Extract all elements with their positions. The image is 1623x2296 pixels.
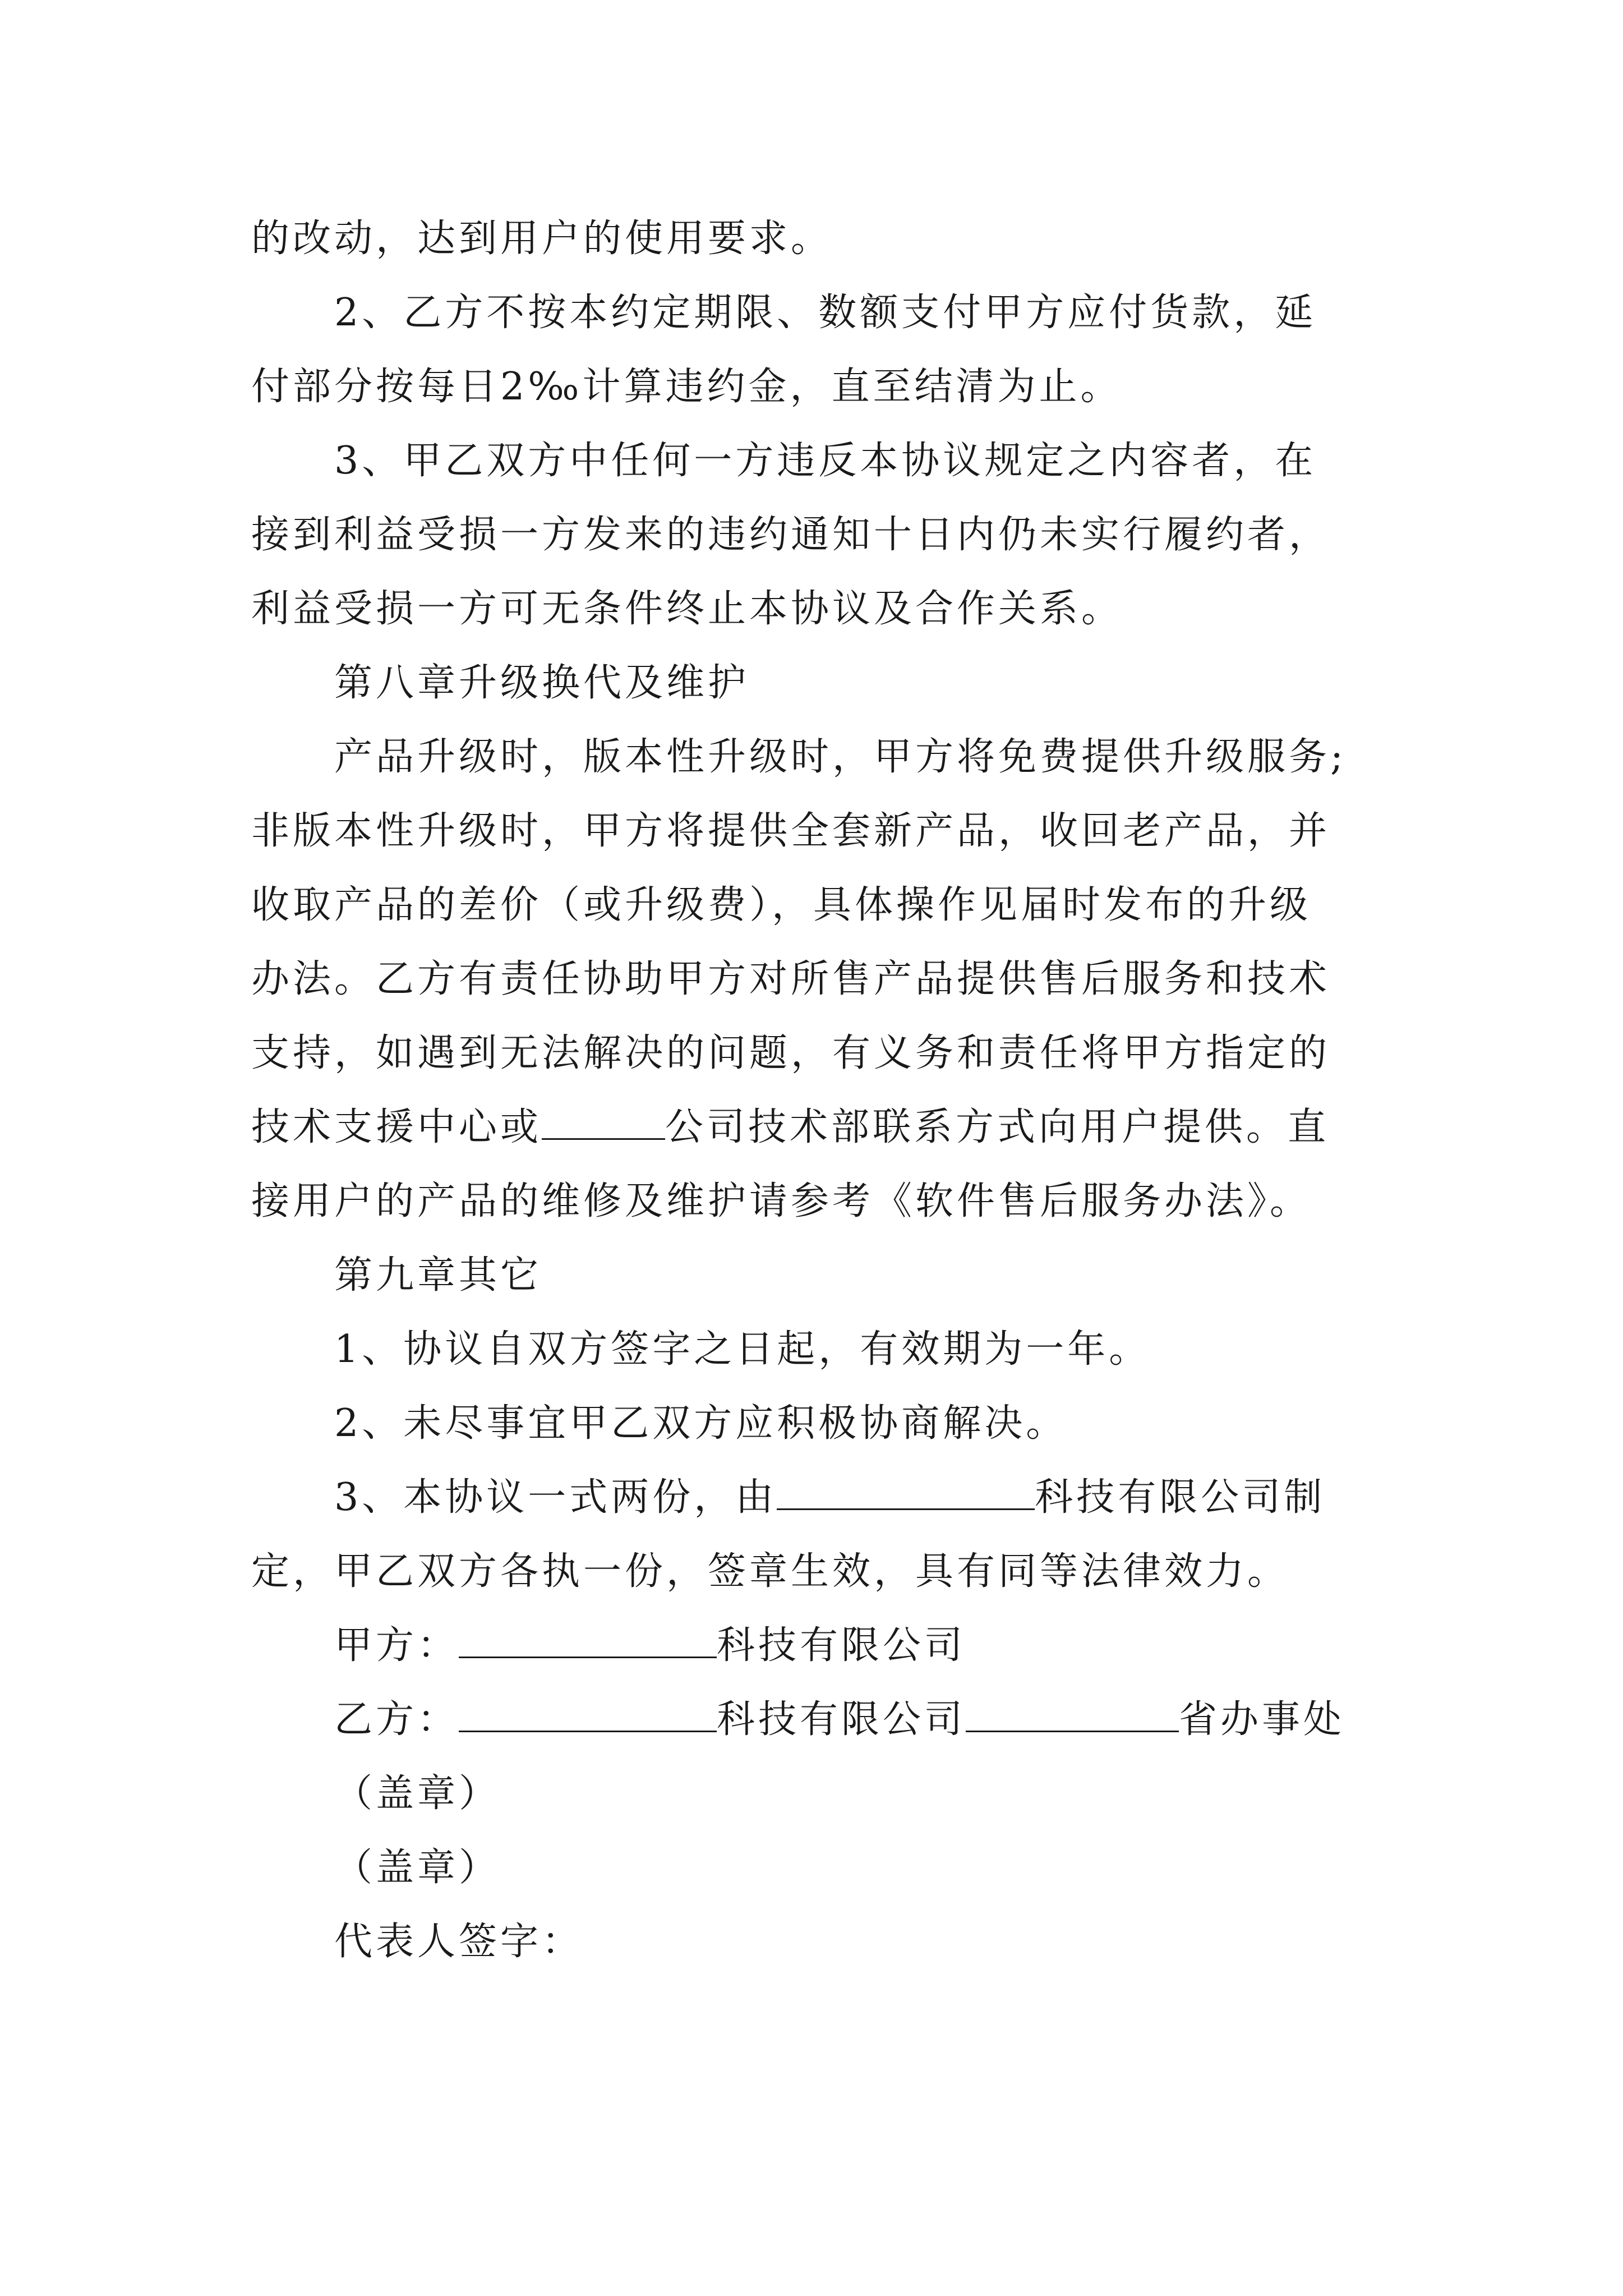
paragraph-line <box>251 1461 1390 1535</box>
line-text: 公司技术部联系方式向用户提供。直 <box>665 1105 1330 1149</box>
paragraph-line: 利益受损一方可无条件终止本协议及合作关系。 <box>251 587 1123 631</box>
paragraph-line: 2、乙方不按本约定期限、数额支付甲方应付货款，延 <box>334 291 1317 335</box>
line-text: 科技有限公司 <box>717 1697 966 1742</box>
seal-line: （盖章） <box>334 1846 501 1890</box>
fill-blank <box>459 1698 717 1732</box>
paragraph-line: 办法。乙方有责任协助甲方对所售产品提供售后服务和技术 <box>251 957 1331 1001</box>
paragraph-line: 1、协议自双方签字之日起，有效期为一年。 <box>334 1327 1151 1372</box>
line-text: 乙方： <box>334 1697 459 1742</box>
fill-blank <box>777 1476 1035 1510</box>
paragraph-line: 接用户的产品的维修及维护请参考《软件售后服务办法》。 <box>251 1179 1312 1223</box>
paragraph-line: 3、甲乙双方中任何一方违反本协议规定之内容者，在 <box>334 439 1317 483</box>
line-text: 3、本协议一式两份，由 <box>334 1475 777 1520</box>
fill-blank <box>966 1698 1179 1732</box>
line-text: 科技有限公司 <box>717 1623 966 1668</box>
paragraph-line: 产品升级时，版本性升级时，甲方将免费提供升级服务; <box>334 735 1347 779</box>
paragraph-line: 非版本性升级时，甲方将提供全套新产品，收回老产品，并 <box>251 809 1331 853</box>
line-text: 甲方： <box>334 1623 459 1668</box>
party-b-line <box>251 1683 1390 1757</box>
fill-blank <box>542 1106 665 1140</box>
party-a-line <box>251 1609 1390 1683</box>
chapter-heading: 第九章其它 <box>334 1253 542 1297</box>
signature-line: 代表人签字： <box>334 1920 584 1964</box>
line-text: 技术支援中心或 <box>251 1105 542 1149</box>
paragraph-line: 2、未尽事宜甲乙双方应积极协商解决。 <box>334 1401 1068 1446</box>
line-text: 科技有限公司制 <box>1035 1475 1326 1520</box>
chapter-heading: 第八章升级换代及维护 <box>334 661 750 705</box>
paragraph-line: 支持，如遇到无法解决的问题，有义务和责任将甲方指定的 <box>251 1031 1331 1075</box>
fill-blank <box>459 1624 717 1658</box>
paragraph-line: 的改动，达到用户的使用要求。 <box>251 217 833 261</box>
paragraph-line: 付部分按每日2‰计算违约金，直至结清为止。 <box>251 365 1122 409</box>
line-text: 省办事处 <box>1179 1697 1345 1742</box>
paragraph-line: 接到利益受损一方发来的违约通知十日内仍未实行履约者， <box>251 513 1331 557</box>
paragraph-line: 收取产品的差价（或升级费），具体操作见届时发布的升级 <box>251 883 1312 927</box>
seal-line: （盖章） <box>334 1772 501 1816</box>
paragraph-line <box>251 1091 1390 1165</box>
contract-text <box>251 202 1390 1979</box>
paragraph-line: 定，甲乙双方各执一份，签章生效，具有同等法律效力。 <box>251 1549 1289 1594</box>
